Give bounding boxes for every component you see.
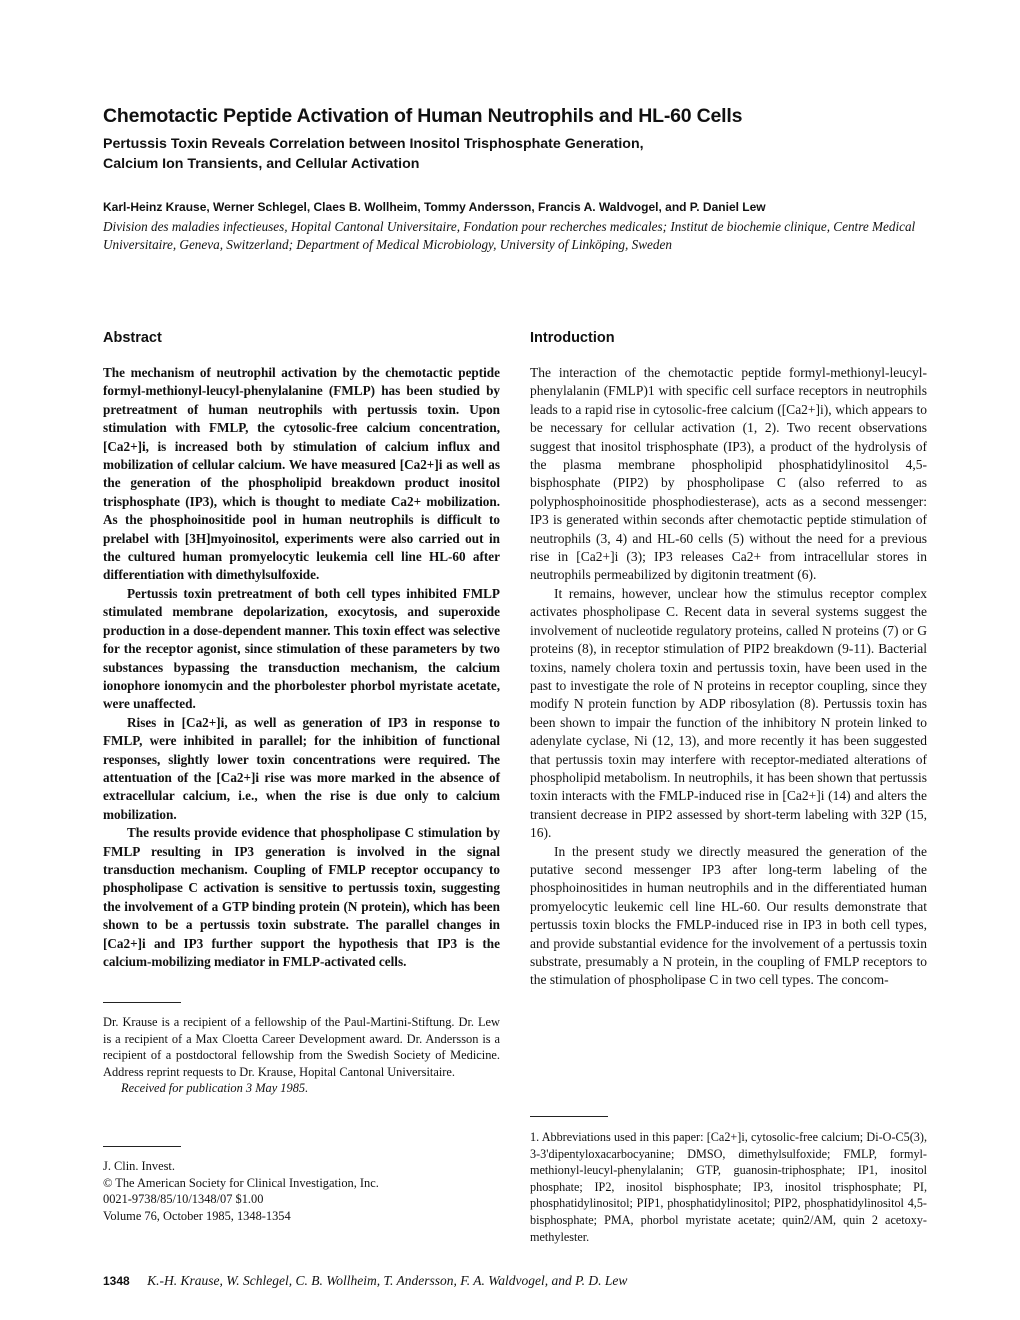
journal-info (103, 1158, 500, 1224)
paper-title: Chemotactic Peptide Activation of Human Neutrophils and HL-60 Cells (103, 105, 743, 127)
abstract-heading: Abstract (103, 330, 162, 346)
abbreviations-footnote (530, 1129, 927, 1245)
abstract-paragraph: The results provide evidence that phospholipase C stimulation by FMLP resulting in IP3 generation is involved in the signal transduction mechanism. Coupling of FMLP receptor occupancy to phospholipase C activation is sensitive to pertussis toxin, suggesting the involvement of a GTP binding protein (N protein), which has been shown to be a pertussis toxin substrate. The parallel changes in [Ca2+]i and IP3 further support the hypothesis that IP3 is the calcium-mobilizing mediator in FMLP-activated cells. (103, 825, 500, 969)
journal-divider (103, 1146, 181, 1147)
funding-text: Dr. Krause is a recipient of a fellowship of the Paul-Martini-Stiftung. Dr. Lew is a recipient of a Max Cloetta Career Development award. Dr. Andersson is a recipient of a postdoctoral fellowship from the Swedish Society of Medicine. Address reprint requests to Dr. Krause, Hopital Cantonal Universitaire. (103, 1015, 500, 1079)
abstract-paragraph: Rises in [Ca2+]i, as well as generation of IP3 in response to FMLP, were inhibited in parallel; for the inhibition of functional responses, slightly lower toxin concentrations were required. The attentuation of the [Ca2+]i rise was more marked in the absence of extracellular calcium, i.e., when the rise is due only to calcium mobilization. (103, 714, 500, 822)
introduction-body (530, 364, 927, 990)
page-number: 1348 (103, 1274, 130, 1288)
page-footer (103, 1273, 933, 1289)
running-authors: K.-H. Krause, W. Schlegel, C. B. Wollheim, T. Andersson, F. A. Waldvogel, and P. D. Lew (147, 1273, 628, 1288)
introduction-paragraph: In the present study we directly measured the generation of the putative second messenger IP3 after long-term labeling of the phosphoinositides in human neutrophils and in the differentiated human promyelocytic leukemic cell line HL-60. Our results demonstrate that pertussis toxin blocks the FMLP-induced rise in IP3 in both cell types, and provide substantial evidence for the involvement of a pertussis toxin substrate, presumably a N protein, in the coupling of FMLP receptors to the stimulation of phospholipase C in two cell types. The concom- (530, 843, 927, 988)
abbreviations-divider (530, 1116, 608, 1117)
volume-info: Volume 76, October 1985, 1348-1354 (103, 1208, 291, 1223)
subtitle-line-2: Calcium Ion Transients, and Cellular Activation (103, 156, 420, 172)
author-list: Karl-Heinz Krause, Werner Schlegel, Claes B. Wollheim, Tommy Andersson, Francis A. Waldvogel, and P. Daniel Lew (103, 200, 766, 214)
abstract-paragraph: Pertussis toxin pretreatment of both cell types inhibited FMLP stimulated membrane depolarization, exocytosis, and superoxide production in a dose-dependent manner. This toxin effect was selective for the receptor agonist, since stimulation of these parameters by two substances bypassing the transduction mechanism, the calcium ionophore ionomycin and the phorbolester phorbol myristate acetate, were unaffected. (103, 585, 500, 712)
copyright: © The American Society for Clinical Investigation, Inc. (103, 1175, 379, 1190)
issn: 0021-9738/85/10/1348/07 $1.00 (103, 1192, 264, 1207)
abbreviations-text: 1. Abbreviations used in this paper: [Ca2+]i, cytosolic-free calcium; Di-O-C5(3), 3-3'dipentyloxacarbocyanine; DMSO, dimethylsulfoxide; FMLP, formyl-methionyl-leucyl-phenylalanin; GTP, guanosin-triphosphate; IP1, inositol phosphate; IP2, inositol bisphosphate; IP3, inositol trisphosphate; PI, phosphatidylinositol; PIP1, phosphatidylinositol; PIP2, phosphatidylinositol 4,5-bisphosphate; PMA, phorbol myristate acetate; quin2/AM, quin 2 acetoxy-methylester. (530, 1130, 927, 1244)
journal-name: J. Clin. Invest. (103, 1159, 175, 1173)
affiliation: Division des maladies infectieuses, Hopital Cantonal Universitaire, Fondation pour recherches medicales; Institut de biochemie clinique, Centre Medical Universitaire, Geneva, Switzerland; Department of Medical Microbiology, University of Linköping, Sweden (103, 219, 916, 252)
subtitle-line-1: Pertussis Toxin Reveals Correlation between Inositol Trisphosphate Generation, (103, 136, 644, 152)
paper-subtitle (103, 134, 963, 174)
received-date: Received for publication 3 May 1985. (121, 1081, 309, 1096)
abstract-paragraph: The mechanism of neutrophil activation by the chemotactic peptide formyl-methionyl-leucyl-phenylalanine (FMLP) has been studied by pretreatment of human neutrophils with pertussis toxin. Upon stimulation with FMLP, the cytosolic-free calcium concentration, [Ca2+]i, is increased both by stimulation of calcium influx and mobilization of cellular calcium. We have measured [Ca2+]i as well as the generation of the phospholipid breakdown product inositol trisphosphate (IP3), which is thought to mediate Ca2+ mobilization. As the phosphoinositide pool in human neutrophils is difficult to prelabel with [3H]myoinositol, experiments were also carried out in the cultured human promyelocytic leukemia cell line HL-60 after differentiation with dimethylsulfoxide. (103, 365, 500, 583)
introduction-heading: Introduction (530, 330, 615, 346)
footnote-divider (103, 1002, 181, 1003)
introduction-paragraph: It remains, however, unclear how the stimulus receptor complex activates phospholipase C. Recent data in several systems suggest the involvement of nucleotide regulatory proteins, called N proteins (7) or G proteins (8), in receptor stimulation of PIP2 breakdown (9-11). Bacterial toxins, namely cholera toxin and pertussis toxin, have been used in the past to investigate the role of N proteins in receptor coupling, since they modify N protein function by ADP ribosylation (8). Pertussis toxin has been shown to impair the function of the inhibitory N protein linked to adenylate cyclase, Ni (12, 13), and more recently it has been suggested that pertussis toxin may interfere with receptor-mediated alterations of phospholipid metabolism. In neutrophils, it has been shown that pertussis toxin interacts with the FMLP-induced rise in [Ca2+]i (14) and alters the transient decrease in PIP2 assessed by short-term labeling with 32P (15, 16). (530, 585, 927, 841)
introduction-paragraph: The interaction of the chemotactic peptide formyl-methionyl-leucyl-phenylalanin (FMLP)1 with specific cell surface receptors in neutrophils leads to a rapid rise in cytosolic-free calcium ([Ca2+]i), which appears to be necessary for cellular activation (1, 2). Two recent observations suggest that inositol trisphosphate (IP3), a product of the hydrolysis of the plasma membrane phospholipid phosphatidylinositol 4,5-bisphosphate (PIP2) by phospholipase C (also referred to as polyphosphoinositide phosphodiesterase), acts as a second messenger: IP3 is generated within seconds after chemotactic peptide stimulation of neutrophils (3, 4) and HL-60 cells (5) without the need for a previous rise in [Ca2+]i (3); IP3 releases Ca2+ from intracellular stores in neutrophils permeabilized by digitonin treatment (6). (530, 365, 927, 583)
funding-note (103, 1014, 500, 1097)
abstract-body (103, 364, 500, 971)
